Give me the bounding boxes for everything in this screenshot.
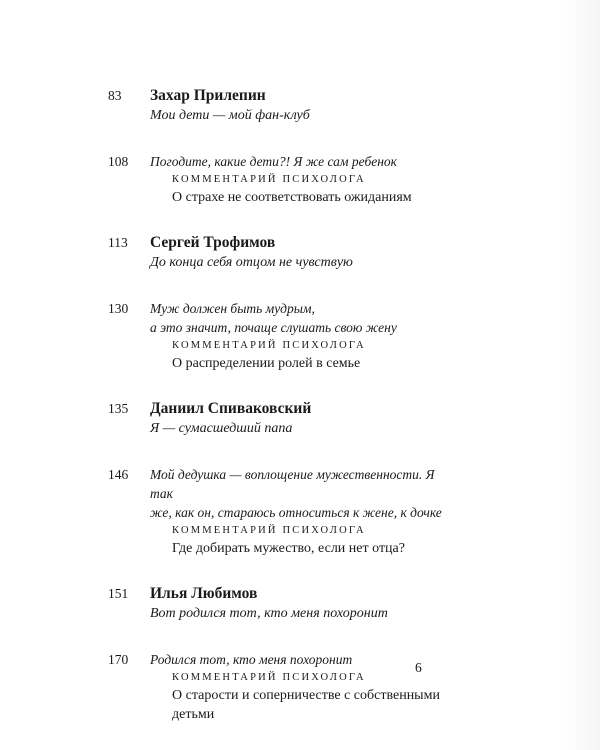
toc-page-number: 151 xyxy=(108,586,129,601)
toc-author-subtitle: Вот родился тот, кто меня похоронит xyxy=(150,606,388,621)
toc-entry-author xyxy=(108,399,448,439)
toc-author-name: Илья Любимов xyxy=(150,585,258,602)
toc-entry-title: Родился тот, кто меня похоронит xyxy=(150,652,353,667)
psychologist-comment-title: О старости и соперничестве с собственными детьми xyxy=(172,688,440,722)
toc-page-number: 83 xyxy=(108,88,122,103)
toc-author-subtitle: Я — сумасшедший папа xyxy=(150,421,293,436)
psychologist-comment-title: Где добирать мужество, если нет отца? xyxy=(172,541,405,556)
psychologist-comment-title: О страхе не соответствовать ожиданиям xyxy=(172,190,412,205)
psychologist-comment-label: КОММЕНТАРИЙ ПСИХОЛОГА xyxy=(172,340,366,351)
toc-page-number: 113 xyxy=(108,235,128,250)
psychologist-comment-title: О распределении ролей в семье xyxy=(172,356,361,371)
table-of-contents xyxy=(108,86,448,724)
toc-entry-title: Муж должен быть мудрым, а это значит, почаще слушать свою жену xyxy=(150,301,397,335)
toc-page-number: 135 xyxy=(108,401,129,416)
toc-entry-author xyxy=(108,233,448,273)
toc-page-number: 108 xyxy=(108,154,129,169)
toc-entry-title: Погодите, какие дети?! Я же сам ребенок xyxy=(150,154,397,169)
toc-author-name: Даниил Спиваковский xyxy=(150,400,312,417)
toc-page-number: 146 xyxy=(108,467,129,482)
psychologist-comment-label: КОММЕНТАРИЙ ПСИХОЛОГА xyxy=(172,672,366,683)
toc-entry-title: Мой дедушка — воплощение мужественности. Я так же, как он, стараюсь относиться к жене, к дочке xyxy=(150,467,442,520)
toc-author-subtitle: До конца себя отцом не чувствую xyxy=(150,255,353,270)
toc-entry-author xyxy=(108,86,448,126)
toc-page-number: 170 xyxy=(108,652,129,667)
toc-entry-comment xyxy=(108,465,448,558)
toc-author-name: Сергей Трофимов xyxy=(150,234,276,251)
toc-entry-author xyxy=(108,584,448,624)
page-edge-shadow xyxy=(558,0,600,750)
toc-author-name: Захар Прилепин xyxy=(150,87,266,104)
toc-author-subtitle: Мои дети — мой фан-клуб xyxy=(150,108,310,123)
toc-page-number: 130 xyxy=(108,301,129,316)
toc-entry-comment xyxy=(108,650,448,724)
toc-entry-comment xyxy=(108,152,448,207)
page-number: 6 xyxy=(415,660,422,675)
toc-entry-comment xyxy=(108,299,448,373)
psychologist-comment-label: КОММЕНТАРИЙ ПСИХОЛОГА xyxy=(172,174,366,185)
psychologist-comment-label: КОММЕНТАРИЙ ПСИХОЛОГА xyxy=(172,525,366,536)
